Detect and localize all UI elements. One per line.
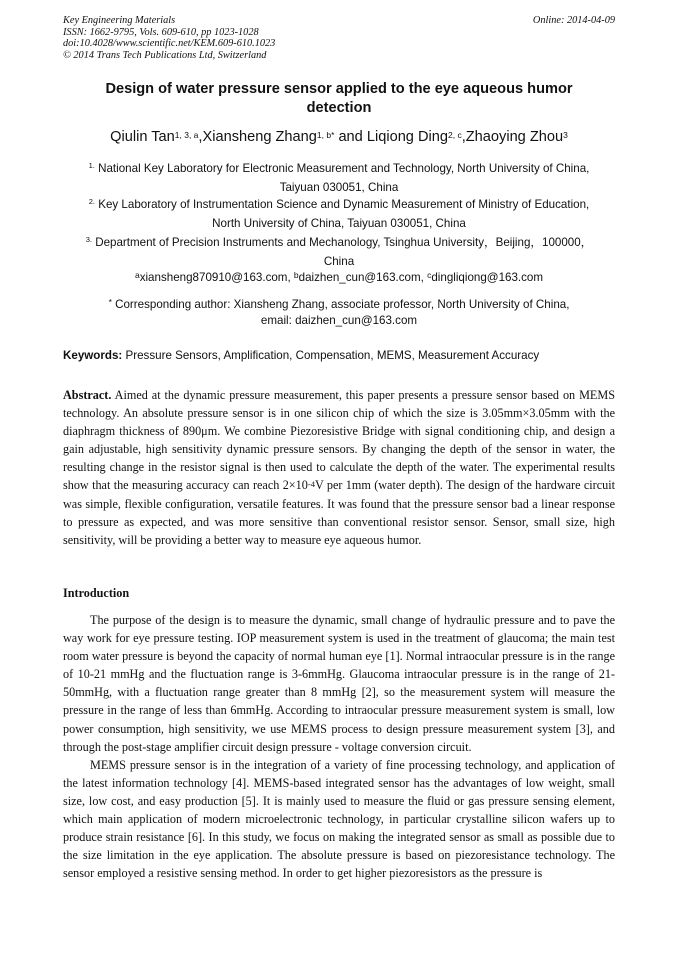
keywords-label: Keywords: — [63, 349, 123, 362]
affiliation-number: 2. — [88, 197, 95, 206]
corresponding-mark: * — [108, 297, 112, 308]
abstract-text: V per 1mm (water depth). The design of the hardware circuit was simple, flexible configuration, versatile features. It was found that the pressure sensor bad a linear response to pressure as expected, and was more sensitive than conventional resistor sensor. Sensor, small size, high sensitivity, will be providing a better way to measure eye aqueous humor. — [63, 478, 615, 547]
author-separator: , — [461, 129, 466, 145]
email-separator: , — [420, 271, 428, 284]
affiliation-text: Department of Precision Instruments and Mechanology, Tsinghua University，Beijing，100000， — [95, 236, 593, 249]
author-separator: , — [198, 129, 203, 145]
affiliation-number: 1. — [88, 161, 95, 170]
affiliation-3 — [63, 234, 615, 271]
journal-header — [63, 15, 275, 61]
email-address: daizhen_cun@163.com — [298, 271, 421, 284]
affiliation-text: Taiyuan 030051, China — [279, 181, 399, 194]
author-list — [40, 129, 638, 145]
author-emails — [63, 271, 615, 284]
keywords — [63, 349, 615, 362]
paragraph: The purpose of the design is to measure the dynamic, small change of hydraulic pressure and to pave the way work for eye pressure testing. IOP measurement system is used in the treatment of glaucoma; the main test room water pressure is beyond the capacity of normal human eye [1]. Normal intraocular pressure is in the range of 10-21 mmHg and the fluctuation range is 3-6mmHg. Glaucoma intraocular pressure is in the range of 21-50mmHg, with a fluctuation range greater than 8 mmHg [2], so the measurement system will measure the pressure in the range of less than 6mmHg. According to intraocular pressure measurement system is small, low power consumption, high sensitivity, we use MEMS process to design pressure measurement system [3], and through the post-stage amplifier circuit design pressure - voltage conversion circuit. — [63, 613, 615, 754]
affiliation-number: 3. — [85, 235, 92, 244]
author-affiliation-mark: 2, c — [448, 130, 462, 141]
title-line-2: detection — [306, 100, 372, 116]
affiliation-text: National Key Laboratory for Electronic Measurement and Technology, North University of China, — [98, 162, 590, 175]
abstract-text: Aimed at the dynamic pressure measurement, this paper presents a pressure sensor based on MEMS technology. An absolute pressure sensor is in one silicon chip of which the size is 3.05mm×3.05mm with the diaphragm thickness of 890μm. We combine Piezoresistive Bridge with signal conditioning chip, and design a gain adjustable, high sensitivity dynamic pressure sensors. By changing the depth of the sensor in water, the resulting change in the resistor signal is then used to calculate the depth of the water. The experimental results show that the measuring accuracy can reach 2×10 — [63, 388, 615, 493]
paragraph: MEMS pressure sensor is in the integration of a variety of fine processing technology, and application of the latest information technology [4]. MEMS-based integrated sensor has the advantages of low weight, small size, low cost, and easy production [5]. It is mainly used to measure the fluid or gas pressure sensing element, which main application of modern microelectronic technology, in particular crystalline silicon wafers up to produce strain resistance [6]. In this study, we focus on making the integrated sensor as small as possible due to the size limitation in the eye application. The absolute pressure is based on piezoresistance technology. The sensor employed a resistive sensing method. In order to get higher piezoresistors as the pressure is — [63, 757, 615, 881]
corresponding-author — [63, 297, 615, 329]
title-line-1: Design of water pressure sensor applied to the eye aqueous humor — [105, 81, 573, 97]
email-mark: c — [427, 270, 432, 281]
affiliation-2 — [63, 196, 615, 233]
introduction-body — [63, 611, 615, 882]
email-mark: a — [134, 270, 140, 281]
corresponding-email: email: daizhen_cun@163.com — [260, 314, 418, 327]
journal-issn: ISSN: 1662-9795, Vols. 609-610, pp 1023-1028 — [63, 26, 259, 38]
abstract — [63, 386, 615, 549]
author-affiliation-mark: 3 — [563, 130, 568, 141]
email-address: dingliqiong@163.com — [431, 271, 544, 284]
journal-doi: doi:10.4028/www.scientific.net/KEM.609-610.1023 — [63, 38, 276, 50]
abstract-exponent: -4 — [307, 478, 315, 489]
author-separator: and — [334, 129, 367, 145]
affiliation-1 — [63, 160, 615, 197]
author-name: Zhaoying Zhou — [465, 129, 564, 145]
author-name: Liqiong Ding — [366, 129, 448, 145]
email-address: xiansheng870910@163.com — [139, 271, 288, 284]
paper-title — [63, 80, 615, 118]
affiliation-text: North University of China, Taiyuan 030051, China — [212, 217, 466, 230]
author-affiliation-mark: 1, b* — [316, 130, 335, 141]
corresponding-text: Corresponding author: Xiansheng Zhang, associate professor, North University of China, — [111, 298, 570, 311]
author-affiliation-mark: 1, 3, a — [174, 130, 199, 141]
email-mark: b — [293, 270, 299, 281]
section-heading-introduction: Introduction — [63, 586, 130, 600]
journal-copyright: © 2014 Trans Tech Publications Ltd, Switzerland — [63, 49, 267, 61]
affiliation-text: Key Laboratory of Instrumentation Science and Dynamic Measurement of Ministry of Education, — [98, 198, 590, 211]
abstract-label: Abstract. — [63, 388, 112, 402]
email-separator: , — [287, 271, 294, 284]
keywords-text: Pressure Sensors, Amplification, Compensation, MEMS, Measurement Accuracy — [122, 349, 540, 362]
online-date: Online: 2014-04-09 — [532, 15, 615, 26]
affiliation-text: China — [323, 255, 355, 268]
author-name: Qiulin Tan — [110, 129, 175, 145]
journal-name: Key Engineering Materials — [63, 15, 176, 26]
author-name: Xiansheng Zhang — [202, 129, 317, 145]
